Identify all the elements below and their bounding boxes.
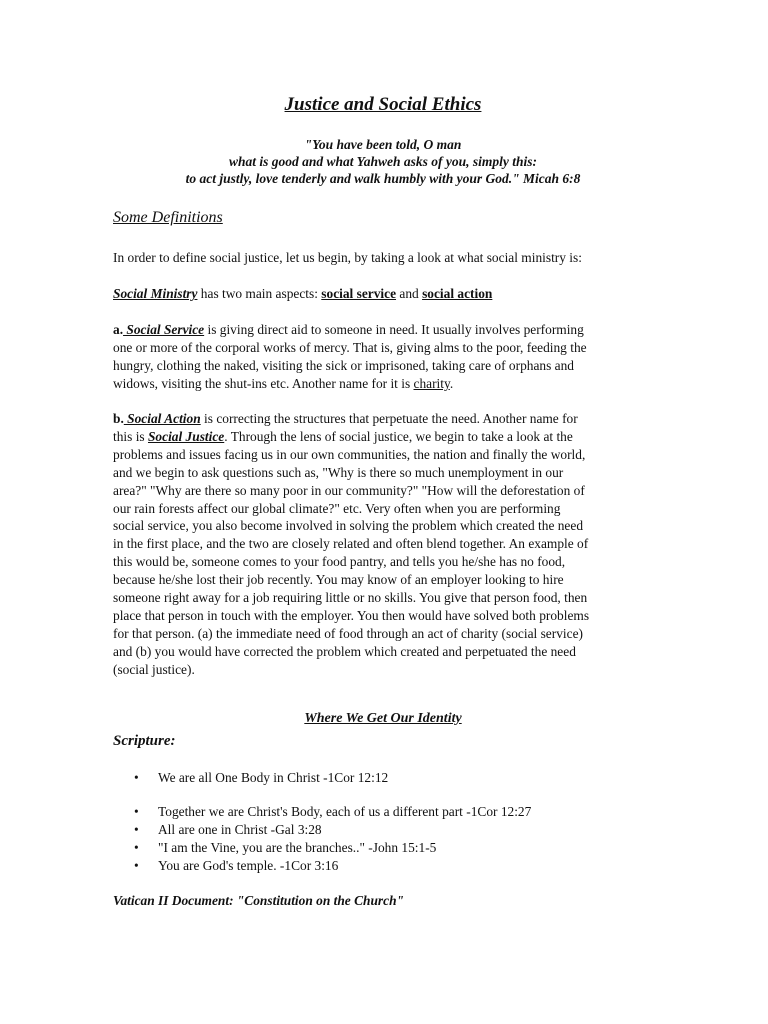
- list-item-text: You are God's temple. -1Cor 3:16: [158, 858, 339, 873]
- social-service-term: social service: [321, 286, 397, 301]
- definitions-heading: Some Definitions: [113, 209, 223, 226]
- paragraph-end: .: [449, 375, 454, 391]
- paragraph-line: because he/she lost their job recently. You may know of an employer looking to hire: [113, 572, 564, 588]
- identity-heading: Where We Get Our Identity: [304, 711, 462, 726]
- paragraph-line: someone right away for a job requiring little or no skills. You give that person food, then: [113, 590, 588, 606]
- ministry-term: Social Ministry: [113, 286, 198, 301]
- paragraph-line: in the first place, and the two are closely related and often blend together. An example of: [113, 536, 589, 552]
- paragraph-line: . Through the lens of social justice, we begin to take a look at the: [224, 428, 573, 444]
- paragraph-line: place that person in touch with the employer. You then would have solved both problems: [113, 607, 590, 623]
- social-action-paragraph: [113, 410, 653, 679]
- social-action-term: social action: [422, 286, 493, 301]
- paragraph-line: is correcting the structures that perpetuate the need. Another name for: [200, 411, 578, 426]
- charity-term: charity: [413, 375, 450, 391]
- paragraph-line: social service, you also become involved in solving the problem which created the need: [113, 518, 584, 534]
- paragraph-line: our rain forests affect our global climate?" etc. Very often when you are performing: [113, 500, 561, 516]
- quote-line: to act justly, love tenderly and walk humbly with your God." Micah 6:8: [185, 171, 581, 186]
- paragraph-line: problems and issues facing us in our own communities, the nation and finally the world,: [113, 446, 586, 462]
- bullet-icon: •: [134, 804, 139, 819]
- social-action-heading: Social Action: [123, 411, 201, 426]
- bullet-icon: •: [134, 822, 139, 837]
- paragraph-line: (social justice).: [113, 661, 195, 677]
- paragraph-line: this would be, someone comes to your food pantry, and tells you he/she has no food,: [113, 554, 566, 570]
- quote-line: what is good and what Yahweh asks of you, simply this:: [229, 154, 537, 169]
- paragraph-line: one or more of the corporal works of mercy. That is, giving alms to the poor, feeding the: [113, 339, 587, 355]
- bullet-icon: •: [134, 770, 139, 785]
- paragraph-line: this is: [113, 428, 148, 444]
- list-item-text: Together we are Christ's Body, each of us a different part -1Cor 12:27: [158, 804, 532, 819]
- paragraph-line: is giving direct aid to someone in need. It usually involves performing: [204, 322, 584, 337]
- vatican-heading: Vatican II Document: "Constitution on the Church": [113, 893, 404, 908]
- paragraph-line: and we begin to ask questions such as, "Why is there so much unemployment in our: [113, 464, 564, 480]
- document-title: Justice and Social Ethics: [284, 94, 482, 115]
- quote-line: "You have been told, O man: [304, 137, 462, 152]
- paragraph-prefix: a.: [113, 322, 124, 337]
- paragraph-line: for that person. (a) the immediate need of food through an act of charity (social service): [113, 625, 583, 641]
- ministry-text: has two main aspects:: [197, 286, 322, 301]
- paragraph-line: hungry, clothing the naked, visiting the sick or imprisoned, taking care of orphans and: [113, 357, 575, 373]
- paragraph-line: and (b) you would have corrected the problem which created and perpetuated the need: [113, 643, 576, 659]
- intro-text: In order to define social justice, let us begin, by taking a look at what social ministry is:: [113, 250, 582, 265]
- list-item-text: "I am the Vine, you are the branches.." -John 15:1-5: [158, 840, 437, 855]
- paragraph-prefix: b.: [113, 411, 124, 426]
- intro-paragraph: [113, 249, 653, 267]
- social-service-heading: Social Service: [123, 322, 205, 337]
- social-service-paragraph: [113, 321, 653, 393]
- paragraph-line: area?" "Why are there so many poor in our community?" "How will the deforestation of: [113, 482, 585, 498]
- list-item-text: We are all One Body in Christ -1Cor 12:12: [158, 770, 389, 785]
- bullet-icon: •: [134, 858, 139, 873]
- paragraph-line: widows, visiting the shut-ins etc. Another name for it is: [113, 375, 414, 391]
- scripture-heading: Scripture:: [113, 733, 176, 749]
- bullet-icon: •: [134, 840, 139, 855]
- social-justice-term: Social Justice: [147, 428, 225, 444]
- ministry-and: and: [396, 286, 423, 301]
- list-item-text: All are one in Christ -Gal 3:28: [158, 822, 322, 837]
- scripture-quote: [113, 136, 653, 187]
- ministry-paragraph: [113, 285, 653, 303]
